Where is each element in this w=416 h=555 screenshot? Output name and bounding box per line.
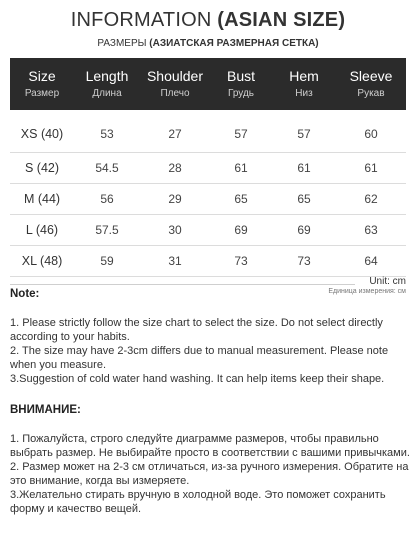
page-title <box>0 8 416 32</box>
table-cell: 29 <box>140 183 210 214</box>
column-header-size: Size Размер <box>10 58 74 110</box>
table-cell: 65 <box>210 183 272 214</box>
table-cell: 61 <box>336 152 406 183</box>
table-cell: 64 <box>336 245 406 276</box>
table-cell: M (44) <box>10 183 74 214</box>
table-cell: 30 <box>140 214 210 245</box>
table-row <box>10 214 406 245</box>
note-heading-ru: ВНИМАНИЕ: <box>10 404 81 416</box>
column-header-sleeve: Sleeve Рукав <box>336 58 406 110</box>
table-cell: S (42) <box>10 152 74 183</box>
table-cell: 73 <box>210 245 272 276</box>
subtitle-bold: (АЗИАТСКАЯ РАЗМЕРНАЯ СЕТКА) <box>149 38 319 49</box>
table-row <box>10 110 406 152</box>
table-cell: 69 <box>210 214 272 245</box>
title-main: INFORMATION <box>70 9 212 31</box>
table-cell: 60 <box>336 110 406 152</box>
table-row <box>10 152 406 183</box>
note-item: 2. Размер может на 2-3 см отличаться, из-за ручного измерения. Обратите на это внимание, когда вы измеряете. <box>10 461 409 487</box>
page-subtitle <box>0 38 416 49</box>
table-row <box>10 183 406 214</box>
table-cell: 57.5 <box>74 214 140 245</box>
note-item: 3.Желательно стирать вручную в холодной воде. Это поможет сохранить форму и качество вещей. <box>10 489 386 515</box>
table-cell: 53 <box>74 110 140 152</box>
column-header-length: Length Длина <box>74 58 140 110</box>
table-cell: 73 <box>272 245 336 276</box>
subtitle-main: РАЗМЕРЫ <box>97 38 147 49</box>
table-cell: XS (40) <box>10 110 74 152</box>
table-cell: 54.5 <box>74 152 140 183</box>
table-cell: 31 <box>140 245 210 276</box>
table-cell: 57 <box>210 110 272 152</box>
table-header-row <box>10 58 406 110</box>
table-cell: 57 <box>272 110 336 152</box>
note-item: 1. Please strictly follow the size chart to select the size. Do not select directly according to your habits. <box>10 317 383 343</box>
note-list-ru <box>10 432 410 516</box>
note-heading-en: Note: <box>10 288 40 300</box>
column-header-shoulder: Shoulder Плечо <box>140 58 210 110</box>
table-cell: 61 <box>210 152 272 183</box>
note-list-en <box>10 316 410 386</box>
column-header-hem: Hem Низ <box>272 58 336 110</box>
note-item: 3.Suggestion of cold water hand washing. It can help items keep their shape. <box>10 373 385 385</box>
table-cell: 27 <box>140 110 210 152</box>
table-cell: XL (48) <box>10 245 74 276</box>
unit-label-en: Unit: cm <box>369 276 406 287</box>
note-item: 2. The size may have 2-3cm differs due to manual measurement. Please note when you measure. <box>10 345 389 371</box>
size-chart-table <box>10 58 406 277</box>
title-bold: (ASIAN SIZE) <box>217 9 346 31</box>
column-header-bust: Bust Грудь <box>210 58 272 110</box>
note-item: 1. Пожалуйста, строго следуйте диаграмме размеров, чтобы правильно выбрать размер. Не выбирайте просто в соответствии с вашими привычками. <box>10 433 410 459</box>
table-cell: L (46) <box>10 214 74 245</box>
table-cell: 56 <box>74 183 140 214</box>
table-cell: 69 <box>272 214 336 245</box>
divider <box>10 284 355 285</box>
unit-label <box>328 276 406 295</box>
table-cell: 62 <box>336 183 406 214</box>
table-cell: 61 <box>272 152 336 183</box>
table-cell: 28 <box>140 152 210 183</box>
table-cell: 65 <box>272 183 336 214</box>
table-cell: 63 <box>336 214 406 245</box>
table-cell: 59 <box>74 245 140 276</box>
header <box>0 8 416 49</box>
unit-label-ru: Единица измерения: см <box>328 288 406 295</box>
table-row <box>10 245 406 276</box>
